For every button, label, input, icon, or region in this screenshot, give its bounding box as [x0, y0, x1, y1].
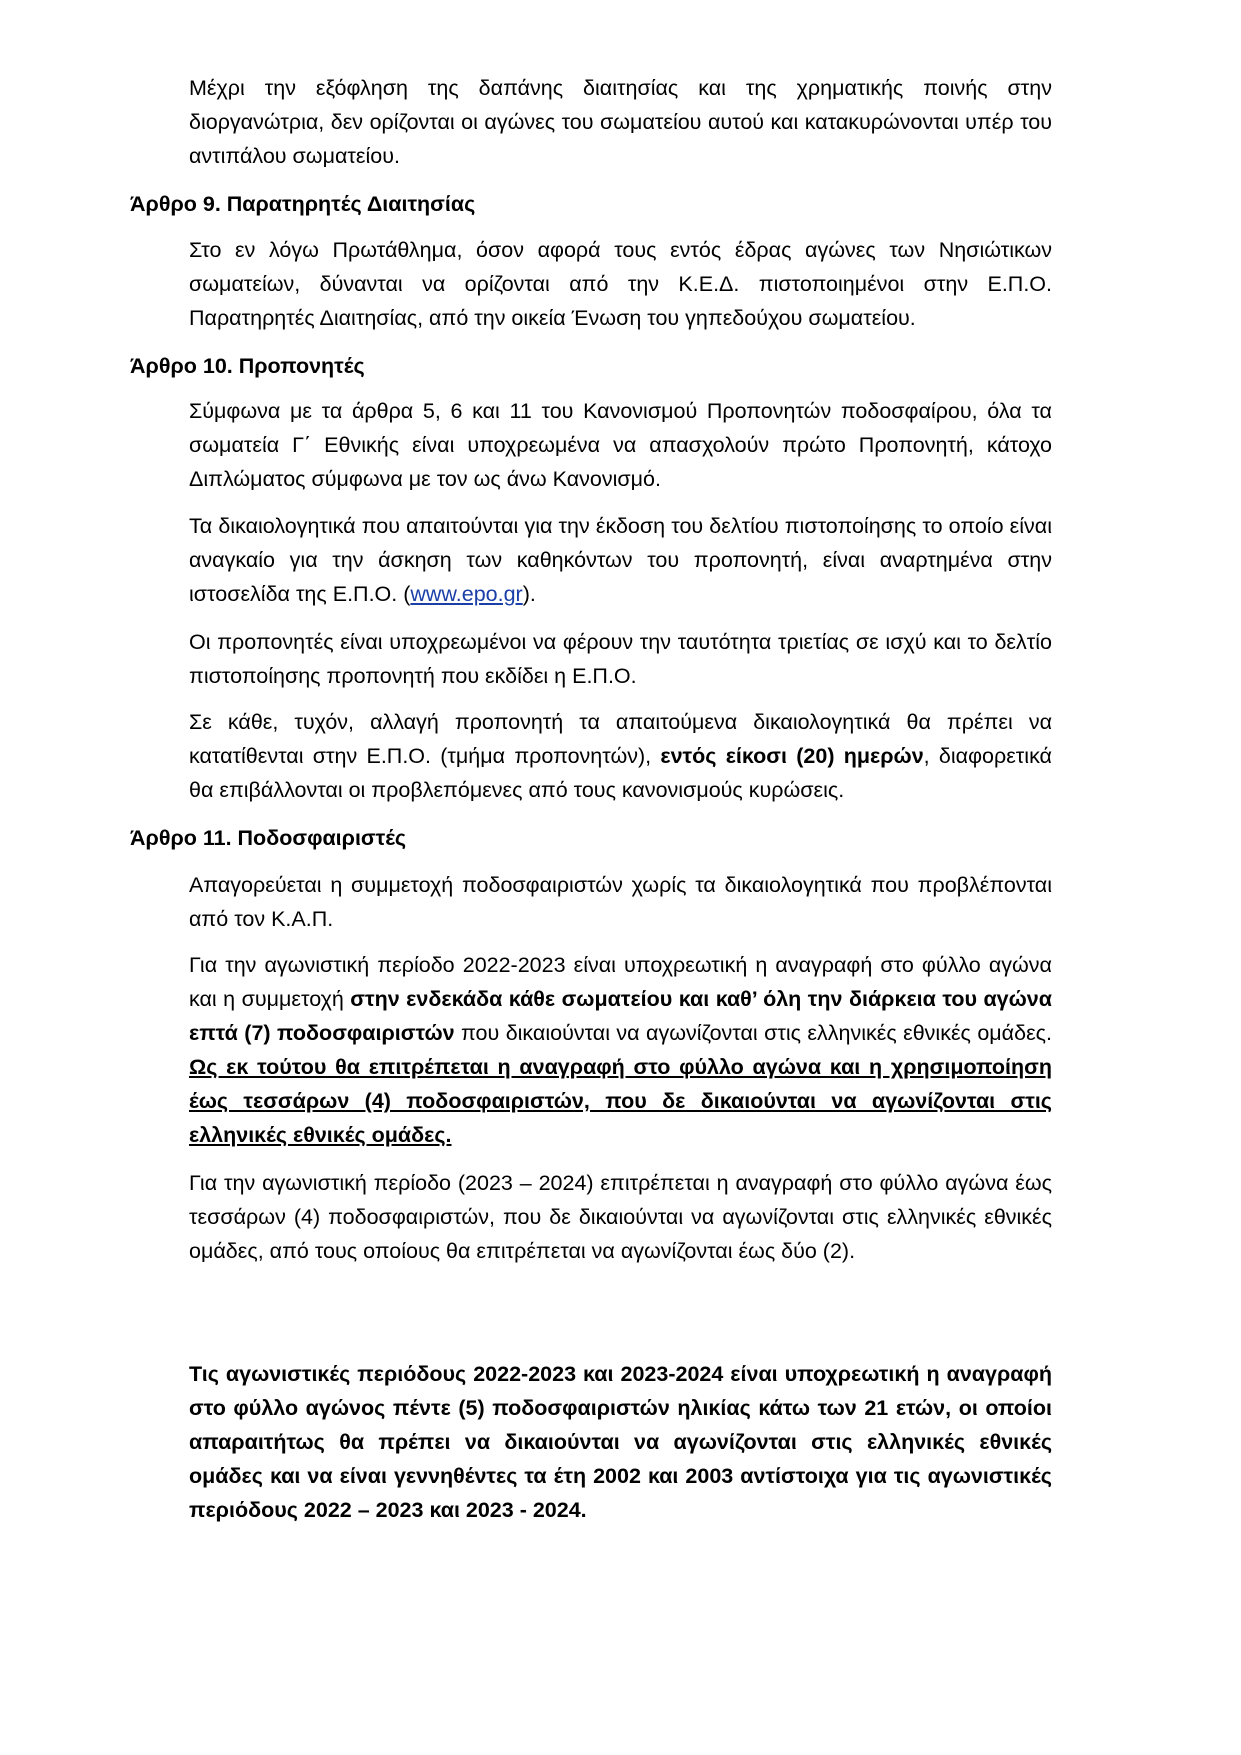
article-11-heading: Άρθρο 11. Ποδοσφαιριστές: [130, 826, 407, 850]
article-10-paragraph-4-end: , διαφορετικά θα επιβάλλονται οι προβλεπόμενες από τους κανονισμούς κυρώσεις.: [189, 744, 1052, 802]
article-11-u21-rule: Τις αγωνιστικές περιόδους 2022-2023 και 2023-2024 είναι υποχρεωτική η αναγραφή στο φύλλο αγώνος πέντε (5) ποδοσφαιριστών ηλικίας κάτω των 21 ετών, οι οποίοι απαραιτήτως θα πρέπει να δικαιούνται να αγωνίζονται στις ελληνικές εθνικές ομάδες και να είναι γεννηθέντες τα έτη 2002 και 2003 αντίστοιχα για τις αγωνιστικές περιόδους 2022 – 2023 και 2023 - 2024.: [189, 1362, 1052, 1522]
article-10-paragraph-2: [189, 509, 1052, 611]
article-10-paragraph-2-end: ).: [522, 582, 536, 606]
article-10-paragraph-2-text: Τα δικαιολογητικά που απαιτούνται για την έκδοση του δελτίου πιστοποίησης το οποίο είναι αναγκαίο για την άσκηση των καθηκόντων του προπονητή, είναι αναρτημένα στην ιστοσελίδα της Ε.Π.Ο. (: [189, 514, 1052, 606]
article-10-paragraph-3: Οι προπονητές είναι υποχρεωμένοι να φέρουν την ταυτότητα τριετίας σε ισχύ και το δελτίο πιστοποίησης προπονητή που εκδίδει η Ε.Π.Ο.: [189, 630, 1052, 688]
article-10-paragraph-4-start: Σε κάθε, τυχόν, αλλαγή προπονητή τα απαιτούμενα δικαιολογητικά θα πρέπει να κατατίθενται στην Ε.Π.Ο. (τμήμα προπονητών),: [189, 710, 1052, 768]
epo-website-link[interactable]: www.epo.gr: [410, 582, 523, 606]
article-11-paragraph-2-mid: που δικαιούνται να αγωνίζονται στις ελληνικές εθνικές ομάδες.: [454, 1021, 1052, 1045]
article-10-heading: Άρθρο 10. Προπονητές: [130, 354, 365, 378]
starting-eleven-emphasis: στην ενδεκάδα κάθε σωματείου και καθ’ όλη την διάρκεια του αγώνα επτά (7) ποδοσφαιριστών: [189, 987, 1052, 1045]
intro-paragraph: Μέχρι την εξόφληση της δαπάνης διαιτησίας και της χρηματικής ποινής στην διοργανώτρια, δεν ορίζονται οι αγώνες του σωματείου αυτού και κατακυρώνονται υπέρ του αντιπάλου σωματείου.: [189, 76, 1052, 168]
foreign-players-rule-emphasis: Ως εκ τούτου θα επιτρέπεται η αναγραφή στο φύλλο αγώνα και η χρησιμοποίηση έως τεσσάρων (4) ποδοσφαιριστών, που δε δικαιούνται να αγωνίζονται στις ελληνικές εθνικές ομάδες.: [189, 1055, 1052, 1147]
article-10-paragraph-1: Σύμφωνα με τα άρθρα 5, 6 και 11 του Κανονισμού Προπονητών ποδοσφαίρου, όλα τα σωματεία Γ΄ Εθνικής είναι υποχρεωμένα να απασχολούν πρώτο Προπονητή, κάτοχο Διπλώματος σύμφωνα με τον ως άνω Κανονισμό.: [189, 399, 1052, 491]
article-9-heading: Άρθρο 9. Παρατηρητές Διαιτησίας: [130, 192, 476, 216]
article-11-paragraph-1: Απαγορεύεται η συμμετοχή ποδοσφαιριστών χωρίς τα δικαιολογητικά που προβλέπονται από τον Κ.Α.Π.: [189, 873, 1052, 931]
article-11-paragraph-3: Για την αγωνιστική περίοδο (2023 – 2024) επιτρέπεται η αναγραφή στο φύλλο αγώνα έως τεσσάρων (4) ποδοσφαιριστών, που δε δικαιούνται να αγωνίζονται στις ελληνικές εθνικές ομάδες, από τους οποίους θα επιτρέπεται να αγωνίζονται έως δύο (2).: [189, 1171, 1052, 1263]
article-11-paragraph-2: [189, 948, 1052, 1152]
article-11-paragraph-2-start: Για την αγωνιστική περίοδο 2022-2023 είναι υποχρεωτική η αναγραφή στο φύλλο αγώνα και η συμμετοχή: [189, 953, 1052, 1011]
deadline-emphasis: εντός είκοσι (20) ημερών: [660, 744, 924, 768]
article-10-paragraph-4: [189, 705, 1052, 807]
article-9-paragraph: Στο εν λόγω Πρωτάθλημα, όσον αφορά τους εντός έδρας αγώνες των Νησιώτικων σωματείων, δύνανται να ορίζονται από την Κ.Ε.Δ. πιστοποιημένοι στην Ε.Π.Ο. Παρατηρητές Διαιτησίας, από την οικεία Ένωση του γηπεδούχου σωματείου.: [189, 238, 1052, 330]
